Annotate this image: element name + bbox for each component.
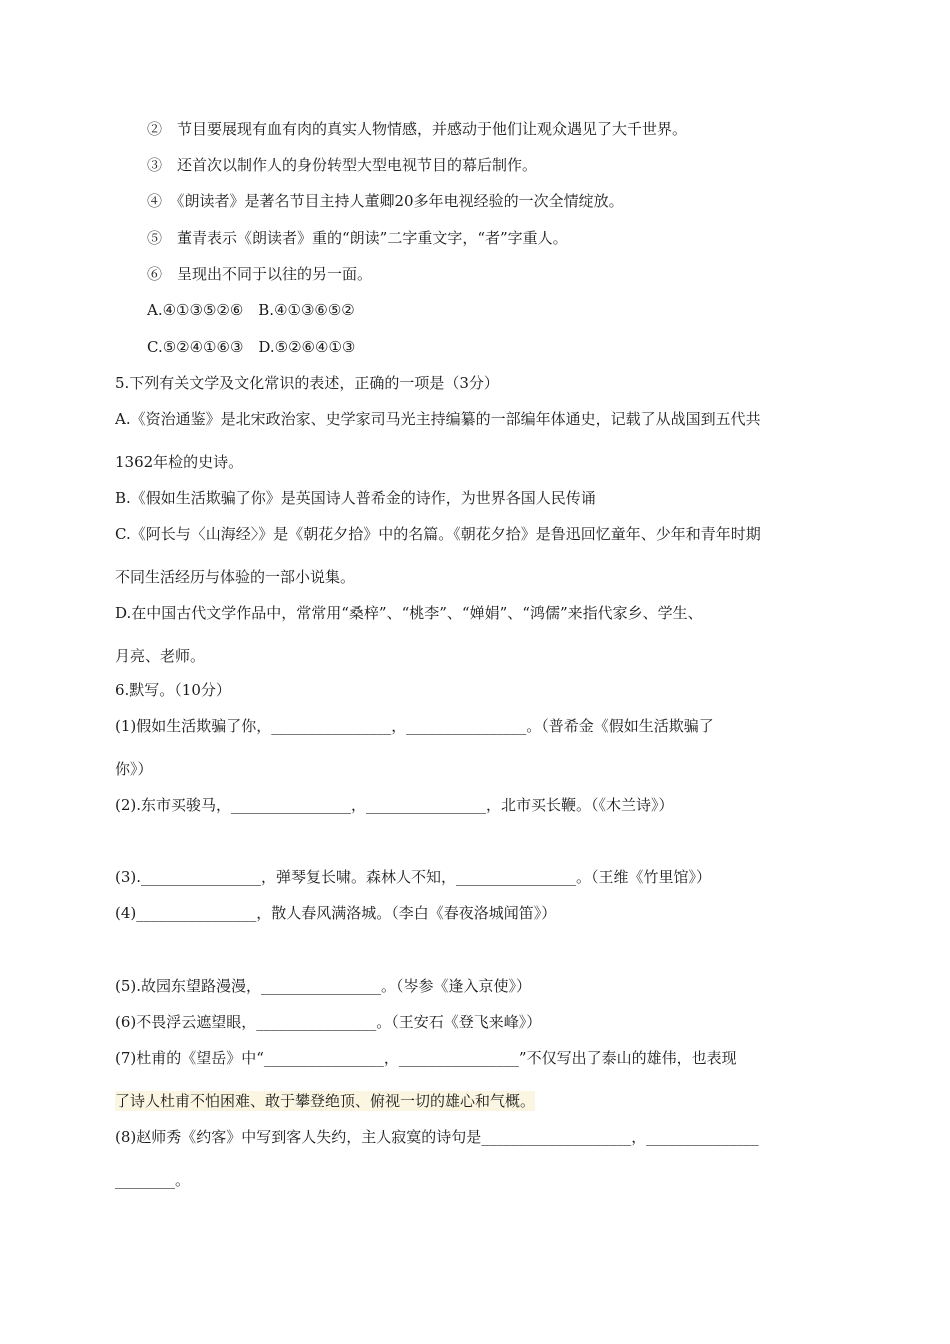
option-2: ② 节目要展现有血有肉的真实人物情感，并感动于他们让观众遇见了大千世界。 [147,120,688,138]
q6-line-8: (8)赵师秀《约客》中写到客人失约，主人寂寞的诗句是____________________，_______________ [115,1128,759,1146]
option-5: ⑤ 董青表示《朗读者》重的“朗读”二字重文字，“者”字重人。 [147,229,568,247]
q6-line-1-cont: 你》） [115,760,153,778]
q6-line-1: (1)假如生活欺骗了你，________________，________________。（普希金《假如生活欺骗了 [115,717,714,735]
option-4: ④ 《朗读者》是著名节目主持人董卿20多年电视经验的一次全情绽放。 [147,192,624,210]
q5-option-c-cont: 不同生活经历与体验的一部小说集。 [115,568,356,586]
q6-line-3: (3).________________，弹琴复长啸。森林人不知，________________。（王维《竹里馆》） [115,868,712,886]
q6-line-5: (5).故园东望路漫漫，________________。（岑参《逢入京使》） [115,977,532,995]
q6-line-6: (6)不畏浮云遮望眼，________________。（王安石《登飞来峰》） [115,1013,542,1031]
choice-cd: C.⑤②④①⑥③ D.⑤②⑥④①③ [147,338,356,356]
q6-line-8-cont: ________。 [115,1171,191,1189]
option-6: ⑥ 呈现出不同于以往的另一面。 [147,265,373,283]
q6-line-4: (4)________________，散人春风满洛城。（李白《春夜洛城闻笛》） [115,904,557,922]
q5-option-d: D.在中国古代文学作品中，常常用“桑梓”、“桃李”、“婵娟”、“鸿儒”来指代家乡、学生、 [115,604,703,622]
q5-option-d-cont: 月亮、老师。 [115,647,206,665]
q5-option-c: C.《阿长与〈山海经〉》是《朝花夕拾》中的名篇。《朝花夕拾》是鲁迅回忆童年、少年和青年时期 [115,525,761,543]
q6-stem: 6.默写。（10分） [115,681,231,699]
q5-stem: 5.下列有关文学及文化常识的表述，正确的一项是（3分） [115,374,499,392]
option-3: ③ 还首次以制作人的身份转型大型电视节目的幕后制作。 [147,156,538,174]
q5-option-a-cont: 1362年检的史诗。 [115,453,244,471]
q6-line-2: (2).东市买骏马，________________，________________，北市买长鞭。（《木兰诗》） [115,796,674,814]
q5-option-a: A.《资治通鉴》是北宋政治家、史学家司马光主持编纂的一部编年体通史，记载了从战国到五代共 [115,410,761,428]
q5-option-b: B.《假如生活欺骗了你》是英国诗人普希金的诗作，为世界各国人民传诵 [115,489,596,507]
q6-line-7: (7)杜甫的《望岳》中“________________，________________”不仅写出了泰山的雄伟，也表现 [115,1049,737,1067]
choice-ab: A.④①③⑤②⑥ B.④①③⑥⑤② [147,301,355,319]
q6-line-7-cont: 了诗人杜甫不怕困难、敢于攀登绝顶、俯视一切的雄心和气概。 [115,1092,536,1110]
